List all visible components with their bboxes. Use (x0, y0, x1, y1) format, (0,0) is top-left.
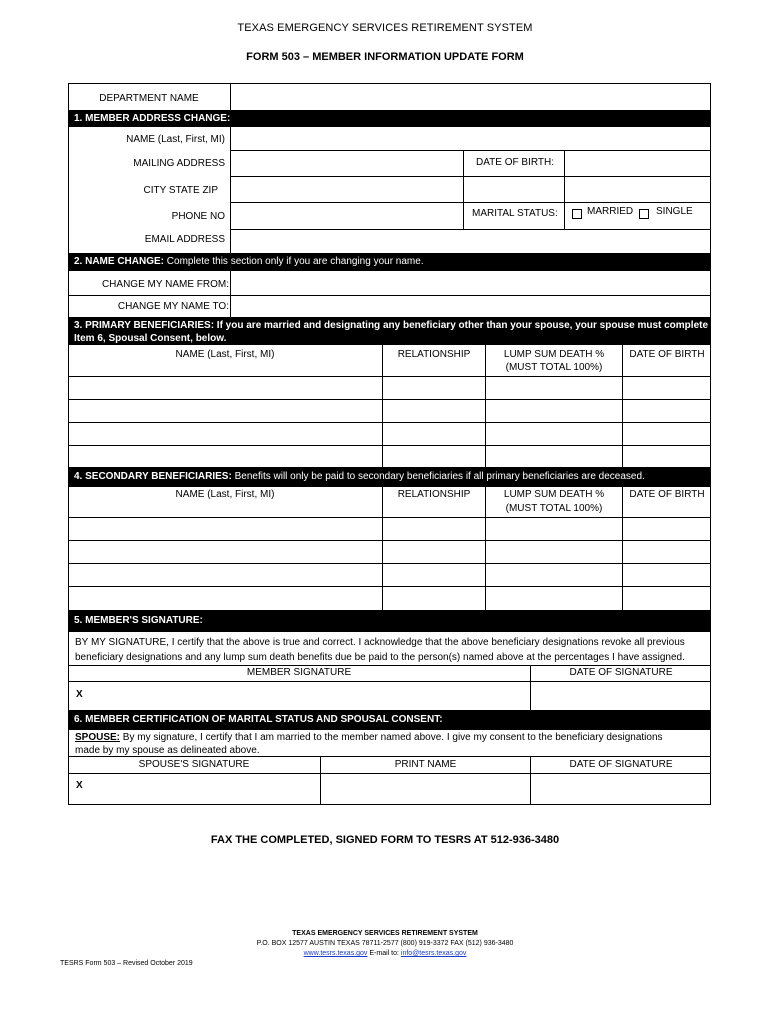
section2-header: 2. NAME CHANGE: Complete this section only if you are changing your name. (68, 253, 711, 271)
secondary-lump-header: LUMP SUM DEATH % (503, 489, 605, 500)
section5-header: 5. MEMBER'S SIGNATURE: (68, 610, 711, 632)
spouse-print-name-field[interactable] (321, 774, 530, 804)
spouse-certify-text-1: SPOUSE: By my signature, I certify that I am married to the member named above. I give my consent to the beneficiary designations (75, 732, 663, 743)
email-label: EMAIL ADDRESS (144, 234, 225, 245)
primary-row-4[interactable] (69, 446, 710, 467)
primary-lump-subheader: (MUST TOTAL 100%) (505, 362, 603, 373)
member-certify-text-1: BY MY SIGNATURE, I certify that the above is true and correct. I acknowledge that the above beneficiary designations revoke all previous (75, 637, 685, 648)
primary-row-2[interactable] (69, 400, 710, 422)
name-from-label: CHANGE MY NAME FROM: (101, 279, 229, 290)
spouse-signature-field[interactable] (69, 774, 320, 804)
name-from-field[interactable] (231, 272, 710, 295)
section6-header: 6. MEMBER CERTIFICATION OF MARITAL STATUS AND SPOUSAL CONSENT: (68, 710, 711, 730)
member-name-label: NAME (Last, First, MI) (126, 134, 225, 145)
secondary-lump-subheader: (MUST TOTAL 100%) (505, 503, 603, 514)
organization-header: TEXAS EMERGENCY SERVICES RETIREMENT SYSTEM (237, 22, 533, 34)
primary-name-header: NAME (Last, First, MI) (175, 349, 275, 360)
member-signature-date-field[interactable] (531, 682, 710, 710)
spouse-print-name-label: PRINT NAME (394, 759, 457, 770)
member-name-field[interactable] (231, 128, 710, 150)
city-state-zip-field[interactable] (231, 177, 463, 202)
phone-field[interactable] (231, 203, 463, 229)
member-certify-text-2: beneficiary designations and any lump sum death benefits due be paid to the person(s) named above at the percentages I have assigned. (75, 652, 685, 663)
spouse-signature-label: SPOUSE'S SIGNATURE (138, 759, 250, 770)
spouse-signature-x: X (76, 780, 83, 791)
email-field[interactable] (231, 230, 710, 253)
primary-dob-header: DATE OF BIRTH (629, 349, 705, 360)
mailing-address-label: MAILING ADDRESS (133, 158, 225, 169)
form-revision: TESRS Form 503 – Revised October 2019 (60, 960, 193, 967)
email-prefix: E-mail to: (369, 950, 399, 957)
footer-org: TEXAS EMERGENCY SERVICES RETIREMENT SYSTEM (292, 930, 478, 937)
primary-row-1[interactable] (69, 377, 710, 399)
website-link[interactable]: www.tesrs.texas.gov (303, 950, 368, 957)
spouse-date-label: DATE OF SIGNATURE (569, 759, 673, 770)
member-signature-label: MEMBER SIGNATURE (246, 667, 352, 678)
department-label: DEPARTMENT NAME (99, 93, 199, 104)
primary-lump-header: LUMP SUM DEATH % (503, 349, 605, 360)
section3-header: 3. PRIMARY BENEFICIARIES: If you are married and designating any beneficiary other than your spouse, your spouse must complete Item 6, Spousal Consent, below. (68, 317, 711, 345)
primary-relationship-header: RELATIONSHIP (397, 349, 471, 360)
mailing-address-field[interactable] (231, 151, 463, 176)
secondary-row-1[interactable] (69, 518, 710, 540)
name-to-label: CHANGE MY NAME TO: (117, 301, 229, 312)
single-label: SINGLE (656, 206, 693, 217)
form-title: FORM 503 – MEMBER INFORMATION UPDATE FORM (246, 51, 524, 63)
fax-instruction: FAX THE COMPLETED, SIGNED FORM TO TESRS AT 512-936-3480 (210, 834, 560, 846)
member-date-label: DATE OF SIGNATURE (569, 667, 673, 678)
section4-header: 4. SECONDARY BENEFICIARIES: Benefits will only be paid to secondary beneficiaries if all primary beneficiaries are deceased. (68, 467, 711, 487)
city-state-zip-label: CITY STATE ZIP (143, 185, 218, 196)
secondary-relationship-header: RELATIONSHIP (397, 489, 471, 500)
name-to-field[interactable] (231, 296, 710, 317)
marital-status-label: MARITAL STATUS: (472, 208, 558, 219)
phone-label: PHONE NO (171, 211, 225, 222)
footer-address: P.O. BOX 12577 AUSTIN TEXAS 78711-2577 (800) 919-3372 FAX (512) 936-3480 (256, 940, 514, 947)
married-label: MARRIED (587, 206, 634, 217)
secondary-name-header: NAME (Last, First, MI) (175, 489, 275, 500)
secondary-row-4[interactable] (69, 587, 710, 610)
date-of-birth-field[interactable] (565, 151, 710, 176)
member-signature-x: X (76, 689, 83, 700)
married-checkbox[interactable] (572, 209, 582, 219)
section1-header: 1. MEMBER ADDRESS CHANGE: (68, 110, 711, 127)
secondary-row-3[interactable] (69, 564, 710, 586)
primary-row-3[interactable] (69, 423, 710, 445)
spouse-signature-date-field[interactable] (531, 774, 710, 804)
department-field[interactable] (231, 84, 710, 110)
spouse-certify-text-2: made by my spouse as delineated above. (75, 745, 260, 756)
secondary-dob-header: DATE OF BIRTH (629, 489, 705, 500)
email-link[interactable]: info@tesrs.texas.gov (400, 950, 467, 957)
footer-contact (0, 950, 770, 957)
member-signature-field[interactable] (69, 682, 530, 710)
date-of-birth-label: DATE OF BIRTH: (476, 157, 554, 168)
single-checkbox[interactable] (639, 209, 649, 219)
secondary-row-2[interactable] (69, 541, 710, 563)
